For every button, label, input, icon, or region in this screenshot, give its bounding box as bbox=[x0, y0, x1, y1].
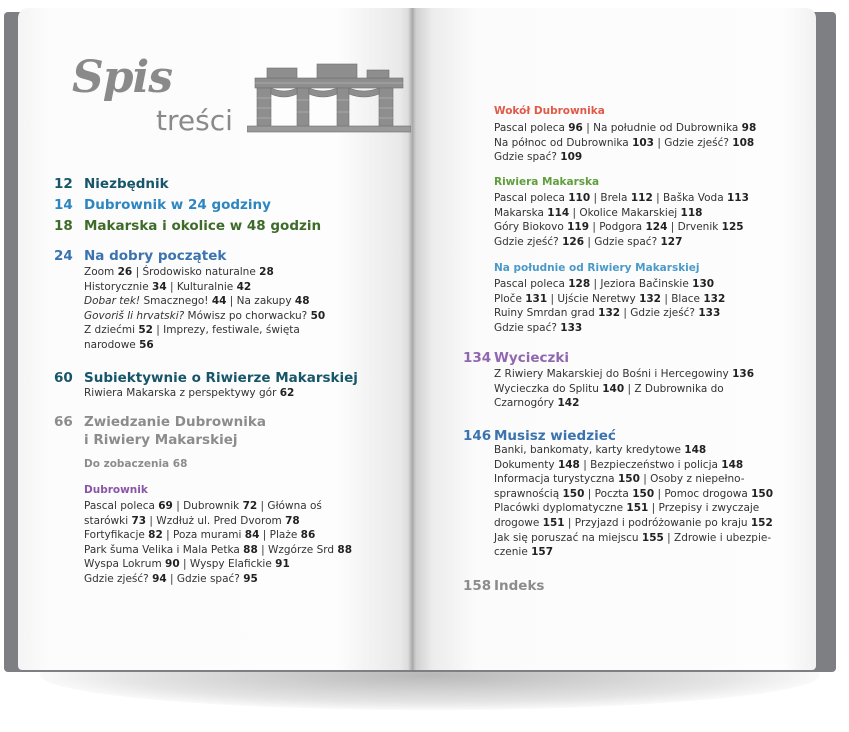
toc-text: Gdzie zjeść? bbox=[494, 235, 563, 248]
page-number: 95 bbox=[243, 573, 258, 585]
page-number: 56 bbox=[139, 339, 154, 351]
toc-line[interactable] bbox=[494, 206, 702, 221]
page-number: 103 bbox=[632, 136, 654, 149]
toc-line[interactable] bbox=[84, 572, 258, 587]
toc-line[interactable] bbox=[84, 323, 300, 338]
toc-line[interactable] bbox=[494, 235, 682, 250]
toc-text: | Blace bbox=[660, 292, 704, 305]
toc-text: Góry Biokovo bbox=[494, 221, 568, 234]
toc-text: | Podgora bbox=[589, 221, 646, 234]
toc-text: Wyspa Lokrum bbox=[84, 558, 166, 571]
toc-text: | Plaże bbox=[259, 529, 301, 542]
toc-text: Pascal poleca bbox=[494, 278, 569, 290]
toc-text: | Dubrownik bbox=[172, 500, 243, 512]
toc-text: | Okolice Makarskiej bbox=[569, 206, 681, 219]
toc-text: Czarnogóry bbox=[494, 397, 558, 410]
entry-title-wycieczki[interactable]: Wycieczki bbox=[494, 350, 569, 366]
entry-num-146: 146 bbox=[463, 428, 492, 444]
page-number: 126 bbox=[562, 235, 584, 248]
page-number: 148 bbox=[557, 458, 580, 471]
toc-line[interactable] bbox=[494, 396, 579, 411]
subsection-dubrownik[interactable]: Dubrownik bbox=[84, 484, 148, 496]
toc-text: Gdzie spać? bbox=[494, 321, 561, 334]
page-number: 136 bbox=[732, 368, 754, 380]
toc-text: sprawnością bbox=[494, 487, 563, 500]
page-number: 108 bbox=[732, 136, 755, 149]
toc-line[interactable] bbox=[494, 150, 582, 165]
toc-line[interactable] bbox=[494, 306, 720, 321]
page-number: 91 bbox=[275, 558, 290, 571]
toc-title-part2: treści bbox=[156, 104, 233, 137]
toc-text: Pascal poleca bbox=[84, 500, 159, 512]
toc-text: Fortyfikacje bbox=[84, 529, 149, 542]
entry-title-zwiedzanie-2[interactable]: i Riwiery Makarskiej bbox=[84, 432, 238, 448]
page-number: 152 bbox=[750, 517, 773, 529]
page-number: 150 bbox=[562, 487, 585, 500]
toc-text: | Zdrowie i ubezpie- bbox=[663, 531, 772, 544]
toc-line[interactable] bbox=[494, 321, 582, 336]
entry-title-musisz-wiedziec[interactable]: Musisz wiedzieć bbox=[494, 428, 616, 444]
toc-text: | Baška Voda bbox=[652, 192, 727, 204]
toc-line[interactable] bbox=[494, 516, 773, 531]
page-number: 151 bbox=[542, 517, 565, 529]
page-number: 82 bbox=[148, 529, 163, 542]
toc-text: Informacja turystyczna bbox=[494, 473, 618, 486]
page-number: 86 bbox=[300, 529, 316, 542]
page-number: 151 bbox=[626, 502, 649, 515]
entry-num-66: 66 bbox=[54, 414, 73, 430]
toc-line[interactable] bbox=[84, 280, 251, 295]
toc-line[interactable] bbox=[84, 528, 315, 543]
page-number: 148 bbox=[721, 458, 744, 471]
page-number: 150 bbox=[751, 487, 774, 500]
toc-line[interactable] bbox=[84, 386, 294, 401]
page-number: 131 bbox=[525, 292, 548, 305]
page-number: 72 bbox=[242, 500, 258, 512]
toc-line[interactable] bbox=[84, 557, 290, 572]
toc-line[interactable] bbox=[84, 294, 310, 309]
entry-title-na-dobry-poczatek[interactable]: Na dobry początek bbox=[84, 248, 227, 264]
toc-line[interactable] bbox=[494, 382, 724, 397]
entry-num-14: 14 bbox=[54, 197, 73, 213]
toc-text: Zoom bbox=[84, 266, 118, 278]
entry-title-indeks[interactable]: Indeks bbox=[494, 578, 545, 594]
ruins-illustration bbox=[247, 60, 411, 136]
page-number: 148 bbox=[684, 444, 707, 456]
toc-text: | Gdzie zjeść? bbox=[620, 307, 699, 320]
toc-line[interactable] bbox=[494, 458, 743, 473]
toc-line[interactable] bbox=[494, 121, 756, 136]
subsection-wokol-dubrownika[interactable]: Wokół Dubrownika bbox=[494, 105, 605, 117]
toc-line[interactable] bbox=[84, 338, 154, 353]
page-number: 69 bbox=[158, 500, 173, 512]
toc-text: Dobar tek! bbox=[84, 295, 141, 308]
toc-text: | Brela bbox=[590, 192, 631, 204]
page-number: 98 bbox=[741, 122, 757, 134]
entry-title-zwiedzanie-1[interactable]: Zwiedzanie Dubrownika bbox=[84, 414, 266, 430]
toc-line[interactable] bbox=[84, 499, 322, 514]
subsection-na-poludnie[interactable]: Na południe od Riwiery Makarskiej bbox=[494, 262, 700, 274]
page-number: 26 bbox=[117, 266, 133, 278]
toc-text: | Wzgórze Srd bbox=[257, 543, 338, 556]
toc-text: | Na zakupy bbox=[226, 295, 295, 308]
page-number: 112 bbox=[630, 192, 653, 204]
page-number: 113 bbox=[726, 192, 749, 204]
toc-text: Jak się poruszać na miejscu bbox=[494, 531, 642, 544]
entry-title-dubrownik-24[interactable]: Dubrownik w 24 godziny bbox=[84, 197, 271, 213]
entry-title-niezbednik[interactable]: Niezbędnik bbox=[84, 176, 169, 192]
toc-text: Pascal poleca bbox=[494, 192, 569, 204]
page-number: 125 bbox=[721, 221, 744, 234]
page-number: 48 bbox=[294, 295, 310, 308]
page-number: 150 bbox=[617, 473, 640, 486]
toc-text: starówki bbox=[84, 514, 132, 527]
page-number: 133 bbox=[698, 307, 721, 320]
page-number: 132 bbox=[703, 292, 726, 305]
page-number: 119 bbox=[567, 221, 590, 234]
toc-text: | Środowisko naturalne bbox=[132, 266, 260, 278]
page-number: 42 bbox=[236, 280, 252, 293]
toc-text: | Jeziora Bačinskie bbox=[590, 278, 693, 290]
toc-text: | Gdzie spać? bbox=[166, 573, 244, 585]
page-number: 157 bbox=[531, 546, 554, 559]
toc-text: Park šuma Velika i Mala Petka bbox=[84, 543, 244, 556]
toc-text: drogowe bbox=[494, 517, 543, 529]
page-number: 150 bbox=[632, 487, 655, 500]
page-number: 155 bbox=[641, 531, 664, 544]
entry-title-subiektywnie[interactable]: Subiektywnie o Riwierze Makarskiej bbox=[84, 370, 358, 386]
toc-text: Ploče bbox=[494, 292, 526, 305]
toc-text: Gdzie spać? bbox=[494, 151, 561, 164]
page-number: 52 bbox=[138, 324, 153, 337]
entry-num-158: 158 bbox=[463, 578, 492, 594]
toc-text: Mówisz po chorwacku? bbox=[184, 309, 311, 322]
toc-line[interactable] bbox=[494, 501, 759, 516]
toc-text: | Gdzie spać? bbox=[584, 235, 661, 248]
toc-line[interactable] bbox=[494, 472, 745, 487]
toc-line[interactable] bbox=[494, 277, 714, 292]
page-number: 142 bbox=[557, 397, 580, 410]
toc-text: | Na południe od Dubrownika bbox=[582, 122, 742, 134]
toc-text: | Wzdłuż ul. Pred Dvorom bbox=[146, 514, 286, 527]
page-number: 124 bbox=[645, 221, 668, 234]
toc-text: Smacznego! bbox=[140, 295, 212, 308]
toc-line[interactable] bbox=[494, 292, 725, 307]
page-number: 73 bbox=[131, 514, 147, 527]
toc-line[interactable] bbox=[84, 265, 274, 280]
toc-line[interactable] bbox=[84, 543, 352, 558]
toc-text: | Bezpieczeństwo i policja bbox=[579, 458, 722, 471]
toc-text: Na północ od Dubrownika bbox=[494, 136, 633, 149]
toc-line[interactable] bbox=[494, 191, 749, 206]
toc-text: | Gdzie zjeść? bbox=[653, 136, 733, 149]
toc-text: Z dziećmi bbox=[84, 324, 139, 337]
toc-line[interactable] bbox=[494, 487, 773, 502]
toc-text: Ruiny Smrdan grad bbox=[494, 307, 599, 320]
toc-text: Makarska bbox=[494, 206, 548, 219]
toc-text: Gdzie zjeść? bbox=[84, 573, 153, 585]
toc-text: Riwiera Makarska z perspektywy gór bbox=[84, 387, 280, 399]
page-number: 132 bbox=[598, 307, 621, 320]
toc-line[interactable] bbox=[84, 514, 300, 529]
toc-title-part1: Spis bbox=[72, 52, 173, 103]
page-number: 140 bbox=[602, 382, 625, 395]
toc-text: | Pomoc drogowa bbox=[654, 487, 752, 500]
page-number: 114 bbox=[547, 206, 570, 219]
toc-text: | Poza murami bbox=[162, 529, 245, 542]
toc-text: | Ujście Neretwy bbox=[547, 292, 640, 305]
toc-text: Govoriš li hrvatski? bbox=[84, 309, 185, 322]
toc-text: | Osoby z niepełno- bbox=[639, 473, 745, 486]
page-number: 62 bbox=[279, 387, 295, 399]
toc-text: | Imprezy, festiwale, święta bbox=[152, 324, 300, 337]
toc-text: Banki, bankomaty, karty kredytowe bbox=[494, 444, 685, 456]
page-number: 132 bbox=[639, 292, 661, 305]
toc-line[interactable] bbox=[494, 443, 706, 458]
right-page bbox=[412, 8, 816, 670]
page-number: 28 bbox=[259, 266, 274, 278]
page-number: 96 bbox=[568, 122, 583, 134]
toc-text: Z Riwiery Makarskiej do Bośni i Hercegowiny bbox=[494, 368, 733, 380]
page-number: 128 bbox=[568, 278, 591, 290]
page-number: 50 bbox=[310, 309, 326, 322]
toc-line[interactable] bbox=[494, 367, 754, 382]
page-number: 88 bbox=[243, 543, 258, 556]
page-number: 127 bbox=[660, 235, 683, 248]
toc-line[interactable] bbox=[494, 531, 771, 546]
entry-title-makarska-48[interactable]: Makarska i okolice w 48 godzin bbox=[84, 218, 322, 234]
page-number: 84 bbox=[244, 529, 260, 542]
toc-text: czenie bbox=[494, 546, 532, 559]
toc-text: | Przyjazd i podróżowanie po kraju bbox=[564, 517, 751, 529]
entry-num-60: 60 bbox=[54, 370, 73, 386]
page-number: 94 bbox=[152, 573, 167, 585]
toc-line[interactable] bbox=[494, 545, 553, 560]
toc-text: | Przepisy i zwyczaje bbox=[648, 502, 760, 515]
toc-line[interactable] bbox=[494, 136, 754, 151]
entry-num-18: 18 bbox=[54, 218, 73, 234]
entry-num-134: 134 bbox=[463, 350, 492, 366]
page-number: 78 bbox=[285, 514, 300, 527]
subsection-riwiera-makarska[interactable]: Riwiera Makarska bbox=[494, 176, 600, 188]
toc-text: Pascal poleca bbox=[494, 122, 569, 134]
toc-text: | Wyspy Elafickie bbox=[179, 558, 276, 571]
page-number: 133 bbox=[560, 321, 583, 334]
entry-num-12: 12 bbox=[54, 176, 73, 192]
toc-line[interactable] bbox=[84, 309, 325, 324]
page-number: 88 bbox=[337, 543, 353, 556]
page-number: 90 bbox=[165, 558, 180, 571]
toc-line[interactable] bbox=[494, 220, 744, 235]
page-number: 110 bbox=[568, 192, 591, 204]
toc-text: | Kulturalnie bbox=[166, 280, 237, 293]
toc-text: Wycieczka do Splitu bbox=[494, 382, 603, 395]
page-number: 109 bbox=[560, 151, 583, 164]
toc-text: Placówki dyplomatyczne bbox=[494, 502, 627, 515]
toc-text: narodowe bbox=[84, 339, 140, 351]
page-number: 44 bbox=[211, 295, 227, 308]
toc-text: Dokumenty bbox=[494, 458, 558, 471]
do-zobaczenia[interactable]: Do zobaczenia 68 bbox=[84, 458, 188, 470]
toc-text: Historycznie bbox=[84, 280, 153, 293]
toc-text: | Główna oś bbox=[257, 500, 322, 512]
toc-text: | Poczta bbox=[584, 487, 633, 500]
toc-text: | Z Dubrownika do bbox=[624, 382, 724, 395]
entry-num-24: 24 bbox=[54, 248, 73, 264]
page-number: 118 bbox=[680, 206, 703, 219]
page-number: 130 bbox=[692, 278, 715, 290]
toc-text: | Drvenik bbox=[667, 221, 722, 234]
page-number: 34 bbox=[152, 280, 167, 293]
